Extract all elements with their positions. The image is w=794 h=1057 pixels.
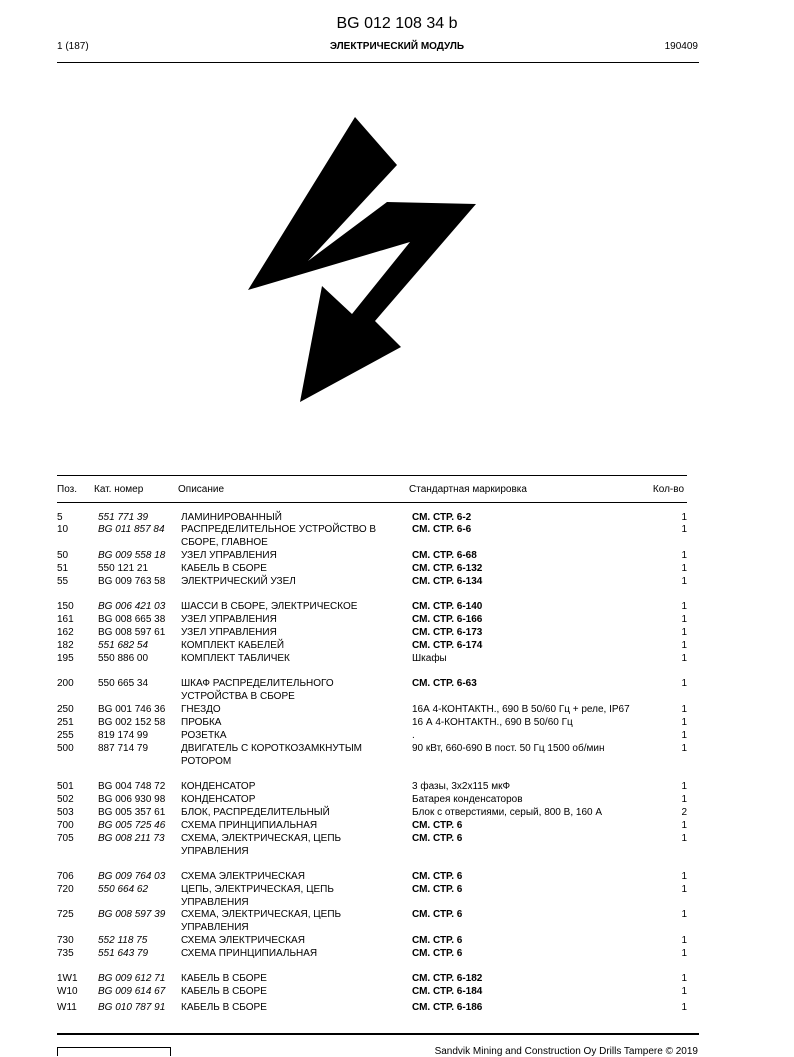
item-quantity: 1 bbox=[681, 653, 687, 664]
item-description: СХЕМА ПРИНЦИПИАЛЬНАЯ bbox=[181, 948, 318, 959]
column-header-description: Описание bbox=[178, 484, 225, 495]
item-quantity: 1 bbox=[681, 1002, 687, 1013]
item-position: 503 bbox=[57, 807, 74, 818]
item-quantity: 1 bbox=[681, 640, 687, 651]
catalog-number: BG 005 725 46 bbox=[98, 820, 166, 831]
item-description: ЦЕПЬ, ЭЛЕКТРИЧЕСКАЯ, ЦЕПЬ УПРАВЛЕНИЯ bbox=[181, 884, 334, 908]
standard-marking: СМ. СТР. 6-186 bbox=[412, 1002, 483, 1013]
header-rule bbox=[57, 62, 699, 63]
item-quantity: 1 bbox=[681, 743, 687, 754]
item-description: КОМПЛЕКТ ТАБЛИЧЕК bbox=[181, 653, 290, 664]
catalog-number: 887 714 79 bbox=[98, 743, 149, 754]
standard-marking: СМ. СТР. 6 bbox=[412, 884, 463, 895]
item-description: ПРОБКА bbox=[181, 717, 222, 728]
item-position: 182 bbox=[57, 640, 74, 651]
item-quantity: 1 bbox=[681, 563, 687, 574]
item-position: 720 bbox=[57, 884, 74, 895]
item-position: 735 bbox=[57, 948, 74, 959]
item-description: ДВИГАТЕЛЬ С КОРОТКОЗАМКНУТЫМ РОТОРОМ bbox=[181, 743, 362, 767]
standard-marking: СМ. СТР. 6 bbox=[412, 909, 463, 920]
catalog-number: BG 008 211 73 bbox=[98, 833, 165, 844]
item-description: КАБЕЛЬ В СБОРЕ bbox=[181, 1002, 267, 1013]
item-quantity: 1 bbox=[681, 833, 687, 844]
item-position: 51 bbox=[57, 563, 69, 574]
footer-rule bbox=[57, 1033, 699, 1035]
catalog-number: 550 886 00 bbox=[98, 653, 149, 664]
item-description: КОНДЕНСАТОР bbox=[181, 781, 256, 792]
catalog-number: 551 682 54 bbox=[98, 640, 149, 651]
item-quantity: 1 bbox=[681, 601, 687, 612]
column-header-standard: Стандартная маркировка bbox=[409, 484, 527, 495]
footer-copyright: Sandvik Mining and Construction Oy Drills Tampere © 2019 bbox=[434, 1046, 698, 1057]
item-description: ШАССИ В СБОРЕ, ЭЛЕКТРИЧЕСКОЕ bbox=[181, 601, 358, 612]
catalog-number: BG 011 857 84 bbox=[98, 524, 165, 535]
item-position: 251 bbox=[57, 717, 74, 728]
document-number: BG 012 108 34 b bbox=[336, 15, 458, 32]
item-quantity: 1 bbox=[681, 781, 687, 792]
item-position: 730 bbox=[57, 935, 74, 946]
standard-marking: 16 А 4-КОНТАКТН., 690 В 50/60 Гц bbox=[412, 717, 573, 728]
company-logo bbox=[57, 1047, 171, 1056]
item-quantity: 1 bbox=[681, 512, 687, 523]
item-description: БЛОК, РАСПРЕДЕЛИТЕЛЬНЫЙ bbox=[181, 807, 330, 818]
standard-marking: СМ. СТР. 6-63 bbox=[412, 678, 477, 689]
item-quantity: 1 bbox=[681, 948, 687, 959]
standard-marking: СМ. СТР. 6-68 bbox=[412, 550, 477, 561]
sheet-number: 1 (187) bbox=[57, 41, 89, 52]
item-position: 50 bbox=[57, 550, 69, 561]
item-description: ЛАМИНИРОВАННЫЙ bbox=[181, 512, 282, 523]
item-position: 195 bbox=[57, 653, 74, 664]
item-position: W10 bbox=[57, 986, 78, 997]
item-description: КОНДЕНСАТОР bbox=[181, 794, 256, 805]
item-quantity: 1 bbox=[681, 884, 687, 895]
catalog-number: BG 009 764 03 bbox=[98, 871, 166, 882]
item-position: 255 bbox=[57, 730, 74, 741]
item-position: 5 bbox=[57, 512, 63, 523]
item-quantity: 1 bbox=[681, 935, 687, 946]
item-position: W11 bbox=[57, 1002, 77, 1013]
item-quantity: 1 bbox=[681, 678, 687, 689]
item-position: 700 bbox=[57, 820, 74, 831]
item-description: СХЕМА, ЭЛЕКТРИЧЕСКАЯ, ЦЕПЬ УПРАВЛЕНИЯ bbox=[181, 833, 342, 857]
item-position: 55 bbox=[57, 576, 69, 587]
item-quantity: 1 bbox=[681, 627, 687, 638]
catalog-number: 550 665 34 bbox=[98, 678, 149, 689]
standard-marking: 16А 4-КОНТАКТН., 690 В 50/60 Гц + реле, IP67 bbox=[412, 704, 630, 715]
catalog-number: BG 008 665 38 bbox=[98, 614, 166, 625]
standard-marking: . bbox=[412, 730, 415, 741]
item-description: РАСПРЕДЕЛИТЕЛЬНОЕ УСТРОЙСТВО В СБОРЕ, ГЛАВНОЕ bbox=[181, 524, 377, 548]
item-position: 250 bbox=[57, 704, 74, 715]
item-description: КАБЕЛЬ В СБОРЕ bbox=[181, 563, 267, 574]
item-description: ГНЕЗДО bbox=[181, 704, 221, 715]
standard-marking: СМ. СТР. 6-134 bbox=[412, 576, 483, 587]
standard-marking: СМ. СТР. 6-2 bbox=[412, 512, 472, 523]
item-quantity: 1 bbox=[681, 576, 687, 587]
catalog-number: BG 002 152 58 bbox=[98, 717, 166, 728]
item-position: 501 bbox=[57, 781, 74, 792]
standard-marking: СМ. СТР. 6-132 bbox=[412, 563, 483, 574]
table-top-rule bbox=[57, 475, 687, 476]
table-header-rule bbox=[57, 502, 687, 503]
standard-marking: СМ. СТР. 6-140 bbox=[412, 601, 483, 612]
standard-marking: Блок с отверстиями, серый, 800 В, 160 А bbox=[412, 807, 603, 818]
item-quantity: 1 bbox=[681, 614, 687, 625]
item-description: СХЕМА ПРИНЦИПИАЛЬНАЯ bbox=[181, 820, 318, 831]
catalog-number: BG 008 597 39 bbox=[98, 909, 166, 920]
item-description: ЭЛЕКТРИЧЕСКИЙ УЗЕЛ bbox=[181, 576, 296, 587]
item-position: 706 bbox=[57, 871, 74, 882]
standard-marking: СМ. СТР. 6 bbox=[412, 833, 463, 844]
item-description: КОМПЛЕКТ КАБЕЛЕЙ bbox=[181, 640, 285, 651]
column-header-qty: Кол-во bbox=[652, 484, 684, 495]
item-quantity: 1 bbox=[681, 524, 687, 535]
catalog-number: BG 009 763 58 bbox=[98, 576, 166, 587]
catalog-number: BG 008 597 61 bbox=[98, 627, 166, 638]
item-quantity: 1 bbox=[681, 871, 687, 882]
item-position: 1W1 bbox=[57, 973, 78, 984]
catalog-number: BG 001 746 36 bbox=[98, 704, 166, 715]
catalog-number: BG 009 558 18 bbox=[98, 550, 166, 561]
standard-marking: Шкафы bbox=[412, 653, 447, 664]
item-position: 705 bbox=[57, 833, 74, 844]
standard-marking: СМ. СТР. 6-174 bbox=[412, 640, 483, 651]
item-position: 161 bbox=[57, 614, 74, 625]
item-position: 10 bbox=[57, 524, 69, 535]
item-description: СХЕМА ЭЛЕКТРИЧЕСКАЯ bbox=[181, 871, 305, 882]
document-date: 190409 bbox=[664, 41, 698, 52]
standard-marking: СМ. СТР. 6-184 bbox=[412, 986, 483, 997]
standard-marking: 90 кВт, 660-690 В пост. 50 Гц 1500 об/мин bbox=[412, 743, 605, 754]
catalog-number: BG 005 357 61 bbox=[98, 807, 166, 818]
item-quantity: 1 bbox=[681, 717, 687, 728]
catalog-number: BG 004 748 72 bbox=[98, 781, 166, 792]
item-description: СХЕМА, ЭЛЕКТРИЧЕСКАЯ, ЦЕПЬ УПРАВЛЕНИЯ bbox=[181, 909, 342, 933]
item-description: СХЕМА ЭЛЕКТРИЧЕСКАЯ bbox=[181, 935, 305, 946]
item-description: ШКАФ РАСПРЕДЕЛИТЕЛЬНОГО УСТРОЙСТВА В СБОРЕ bbox=[181, 678, 334, 702]
item-quantity: 1 bbox=[681, 909, 687, 920]
catalog-number: 550 664 62 bbox=[98, 884, 149, 895]
catalog-number: 552 118 75 bbox=[98, 935, 148, 946]
item-quantity: 1 bbox=[681, 704, 687, 715]
item-description: УЗЕЛ УПРАВЛЕНИЯ bbox=[181, 550, 277, 561]
item-position: 502 bbox=[57, 794, 74, 805]
catalog-number: BG 009 612 71 bbox=[98, 973, 166, 984]
catalog-number: BG 006 930 98 bbox=[98, 794, 166, 805]
standard-marking: СМ. СТР. 6-182 bbox=[412, 973, 483, 984]
item-quantity: 1 bbox=[681, 550, 687, 561]
item-quantity: 1 bbox=[681, 820, 687, 831]
item-quantity: 1 bbox=[681, 973, 687, 984]
document-title: ЭЛЕКТРИЧЕСКИЙ МОДУЛЬ bbox=[329, 41, 465, 52]
standard-marking: СМ. СТР. 6-173 bbox=[412, 627, 483, 638]
standard-marking: Батарея конденсаторов bbox=[412, 794, 523, 805]
lightning-bolt-arrow-icon bbox=[240, 112, 480, 407]
item-description: УЗЕЛ УПРАВЛЕНИЯ bbox=[181, 627, 277, 638]
standard-marking: СМ. СТР. 6 bbox=[412, 935, 463, 946]
standard-marking: СМ. СТР. 6-6 bbox=[412, 524, 472, 535]
catalog-number: 551 771 39 bbox=[98, 512, 149, 523]
catalog-number: BG 009 614 67 bbox=[98, 986, 166, 997]
catalog-number: 550 121 21 bbox=[98, 563, 149, 574]
catalog-number: BG 006 421 03 bbox=[98, 601, 166, 612]
item-position: 162 bbox=[57, 627, 74, 638]
item-description: КАБЕЛЬ В СБОРЕ bbox=[181, 986, 267, 997]
item-position: 725 bbox=[57, 909, 74, 920]
standard-marking: СМ. СТР. 6 bbox=[412, 820, 463, 831]
column-header-pos: Поз. bbox=[57, 484, 77, 495]
item-position: 500 bbox=[57, 743, 74, 754]
catalog-number: 819 174 99 bbox=[98, 730, 149, 741]
standard-marking: 3 фазы, 3x2x115 мкФ bbox=[412, 781, 511, 792]
item-position: 150 bbox=[57, 601, 74, 612]
item-quantity: 1 bbox=[681, 794, 687, 805]
item-description: УЗЕЛ УПРАВЛЕНИЯ bbox=[181, 614, 277, 625]
column-header-catalog: Кат. номер bbox=[94, 484, 144, 495]
item-quantity: 1 bbox=[681, 730, 687, 741]
item-position: 200 bbox=[57, 678, 74, 689]
item-description: КАБЕЛЬ В СБОРЕ bbox=[181, 973, 267, 984]
catalog-number: 551 643 79 bbox=[98, 948, 149, 959]
item-description: РОЗЕТКА bbox=[181, 730, 227, 741]
item-quantity: 1 bbox=[681, 986, 687, 997]
standard-marking: СМ. СТР. 6 bbox=[412, 948, 463, 959]
standard-marking: СМ. СТР. 6-166 bbox=[412, 614, 483, 625]
item-quantity: 2 bbox=[681, 807, 687, 818]
standard-marking: СМ. СТР. 6 bbox=[412, 871, 463, 882]
catalog-number: BG 010 787 91 bbox=[98, 1002, 166, 1013]
